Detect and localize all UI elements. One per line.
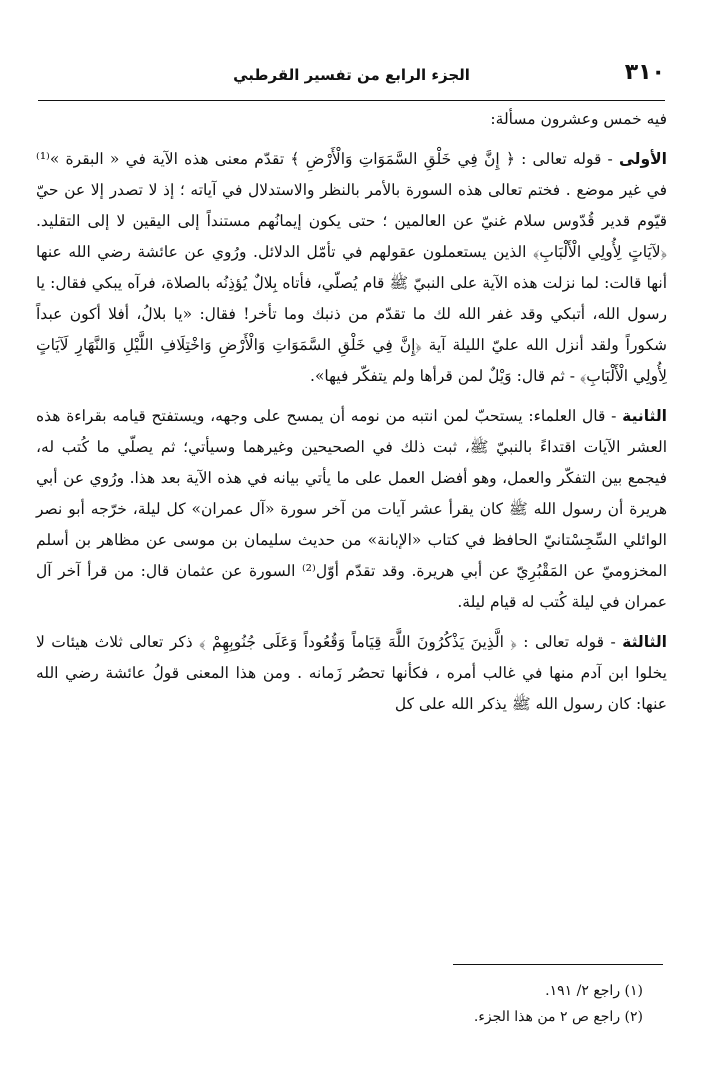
paragraph-text: - قوله تعالى : ﴿ إِنَّ فِي خَلْقِ السَّمَوَاتِ وَالْأَرْضِ ﴾ تقدّم معنى هذه الآية في « البقرة »⁽¹⁾ في غير موضع . فختم تعالى هذه السورة بالأمر بالنظر والاستدلال في آياته ؛ إذ لا تصدر إلا عن حيّ قيّوم قدير قُدّوس سلام غنيّ عن العالمين ؛ حتى يكون إيمانُهم مستنداً إلى اليقين لا إلى التقليد. ﴿لآيَاتٍ لِأُولِي الْأَلْبَابِ﴾ الذين يستعملون عقولهم في تأمّل الدلائل. ورُوي عن عائشة رضي الله عنها أنها قالت: لما نزلت هذه الآية على النبيّ ﷺ قام يُصلّي، فأتاه بِلالٌ يُؤذِنُه بالصلاة، فرآه يبكي فقال: يا رسول الله، أتبكي وقد غفر الله لك ما تقدّم من ذنبك وما تأخر! فقال: «يا بلالُ، أفلا أكون عبداً شكوراً ولقد أنزل الله عليّ الليلة آية ﴿إِنَّ فِي خَلْقِ السَّمَوَاتِ وَالْأَرْضِ وَاخْتِلَافِ اللَّيْلِ وَالنَّهَارِ لَآيَاتٍ لِأُولِي الْأَلْبَابِ﴾ - ثم قال: وَيْلٌ لمن قرأها ولم يتفكّر فيها». (36, 150, 667, 385)
paragraph-second (36, 401, 667, 618)
footnote: (١) راجع ٢/ ١٩١. (545, 983, 643, 999)
footnote-divider (453, 964, 663, 965)
paragraph-text: - قوله تعالى : ﴿ الَّذِينَ يَذْكُرُونَ اللَّهَ قِيَاماً وَقُعُوداً وَعَلَى جُنُوبِهِمْ ﴾ ذكر تعالى ثلاث هيئات لا يخلوا ابن آدم منها في غالب أمره ، فكأنها تحصُر زَمانه . ومن هذا المعنى قولُ عائشة رضي الله عنها: كان رسول الله ﷺ يذكر الله على كل (36, 633, 667, 713)
paragraph-lead: الأولى (619, 150, 667, 168)
footnote: (٢) راجع ص ٢ من هذا الجزء. (473, 1009, 643, 1025)
intro-line: فيه خمس وعشرون مسألة: (490, 110, 667, 128)
body-text (36, 104, 667, 720)
page-header (38, 58, 665, 101)
paragraph-lead: الثانية (622, 407, 667, 425)
paragraph-text: - قال العلماء: يستحبّ لمن انتبه من نومه أن يمسح على وجهه، ويستفتح قيامه بقراءة هذه العشر الآيات اقتداءً بالنبيّ ﷺ، ثبت ذلك في الصحيحين وغيرهما وسيأتي؛ ثم يصلّي ما كُتب له، فيجمع بين التفكّر والعمل، وهو أفضل العمل على ما يأتي بيانه في هذه الآية بعد هذا. ورُوي عن أبي هريرة أن رسول الله ﷺ كان يقرأ عشر آيات من آخر سورة «آل عمران» كل ليلة، خرّجه أبو نصر الوائلي السِّجِسْتانيّ الحافظ في كتاب «الإبانة» من حديث سليمان بن موسى عن مظاهر بن أسلم المخزوميّ عن المَقْبُرِيّ عن أبي هريرة. وقد تقدّم أوّل⁽²⁾ السورة عن عثمان قال: من قرأ آخر آل عمران في ليلة كُتب له قيام ليلة. (36, 407, 667, 611)
page-number: ٣١٠ (624, 60, 665, 85)
running-head: الجزء الرابع من تفسير القرطبي (233, 66, 470, 84)
paragraph-third (36, 627, 667, 720)
footnotes (40, 978, 663, 1030)
paragraph-lead: الثالثة (622, 633, 667, 651)
paragraph-first (36, 144, 667, 392)
